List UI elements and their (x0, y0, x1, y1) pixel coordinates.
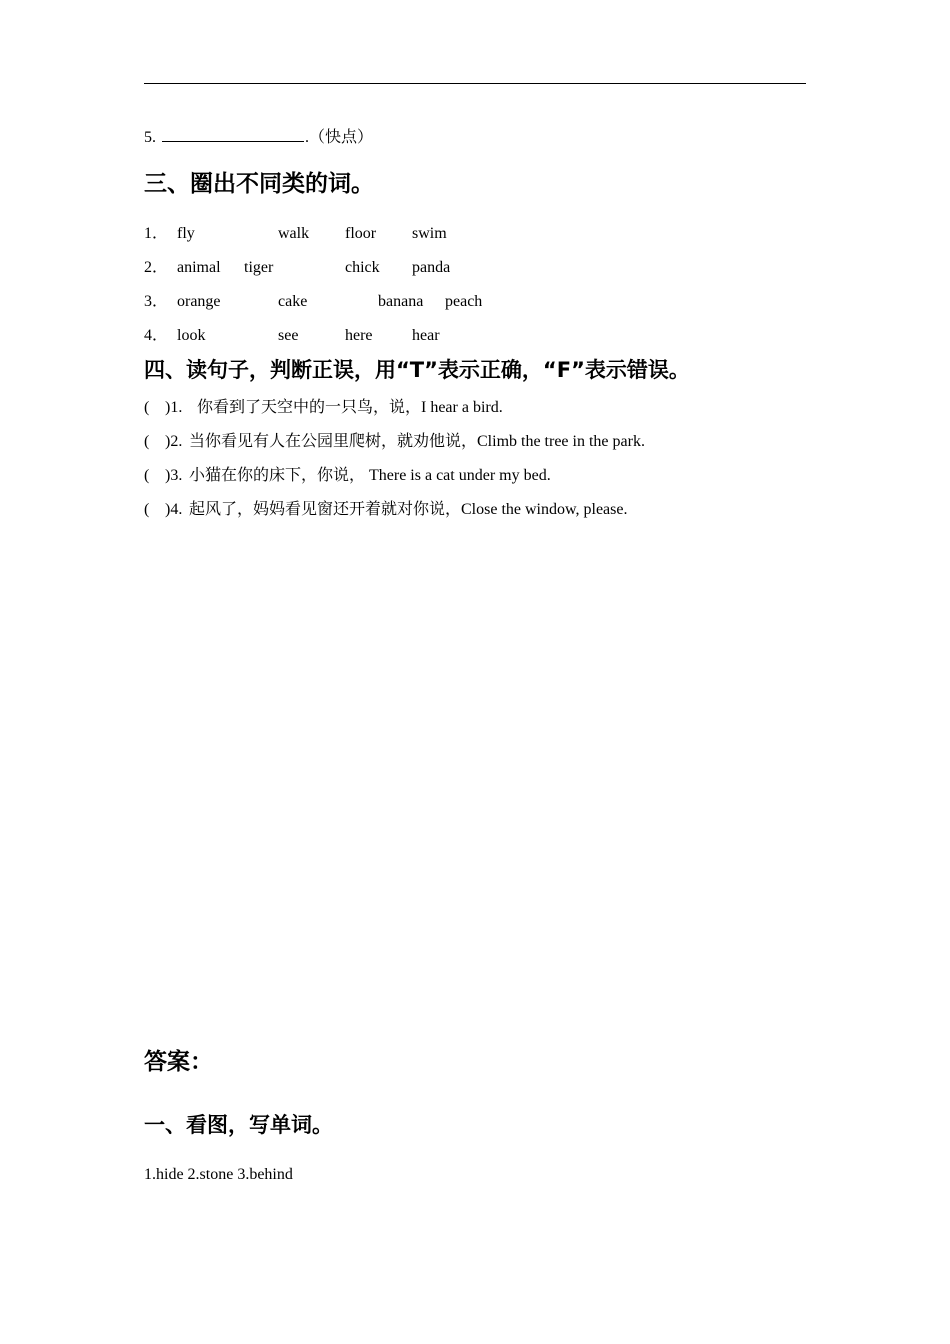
row2-word1[interactable]: animal (177, 259, 221, 276)
row4-word4[interactable]: hear (412, 327, 440, 344)
row1-word2[interactable]: walk (278, 225, 310, 242)
row3-word4[interactable]: peach (445, 293, 483, 310)
q5-line (144, 127, 373, 148)
row3-word2[interactable]: cake (278, 293, 308, 310)
row2-word2[interactable]: tiger (244, 259, 274, 276)
answers-section1-answer: 1.hide 2.stone 3.behind (144, 1166, 293, 1183)
row3-word1[interactable]: orange (177, 293, 221, 310)
row1-word3[interactable]: floor (345, 225, 377, 242)
row1-num: 1． (144, 225, 169, 242)
row3-num: 3． (144, 293, 169, 310)
item3-label: )3. (165, 467, 183, 484)
item2-answer-slot[interactable] (150, 432, 164, 452)
item1-text: 你看到了天空中的一只鸟，说，I hear a bird. (197, 399, 503, 416)
item2-label: )2. (165, 433, 183, 450)
answers-title: 答案： (144, 1049, 213, 1075)
row2-num: 2． (144, 259, 169, 276)
item3-open-paren: ( (144, 467, 150, 484)
q5-number: 5. (144, 129, 156, 146)
item1-label: )1. (165, 399, 183, 416)
item3-answer-slot[interactable] (150, 466, 164, 486)
item4-open-paren: ( (144, 501, 150, 518)
row4-word2[interactable]: see (278, 327, 299, 344)
row2-word4[interactable]: panda (412, 259, 451, 276)
row4-word1[interactable]: look (177, 327, 206, 344)
q5-hint: .（快点） (305, 129, 374, 146)
row2-word3[interactable]: chick (345, 259, 380, 276)
row4-num: 4． (144, 327, 169, 344)
item2-text: 当你看见有人在公园里爬树，就劝他说，Climb the tree in the park. (189, 433, 645, 450)
section3-title: 三、圈出不同类的词。 (144, 171, 374, 197)
item3-text: 小猫在你的床下，你说， There is a cat under my bed. (189, 467, 551, 484)
item4-text: 起风了，妈妈看见窗还开着就对你说，Close the window, please. (189, 501, 628, 518)
row4-word3[interactable]: here (345, 327, 373, 344)
item4-label: )4. (165, 501, 183, 518)
item1-open-paren: ( (144, 399, 150, 416)
row1-word1[interactable]: fly (177, 225, 195, 242)
item4-answer-slot[interactable] (150, 500, 164, 520)
item1-answer-slot[interactable] (150, 398, 164, 418)
row3-word3[interactable]: banana (378, 293, 424, 310)
row1-word4[interactable]: swim (412, 225, 447, 242)
section4-title: 四、读句子，判断正误，用“T”表示正确，“F”表示错误。 (144, 358, 690, 382)
q5-blank[interactable] (162, 127, 304, 142)
answers-section1-title: 一、看图，写单词。 (144, 1113, 333, 1137)
item2-open-paren: ( (144, 433, 150, 450)
top-rule (144, 83, 806, 84)
